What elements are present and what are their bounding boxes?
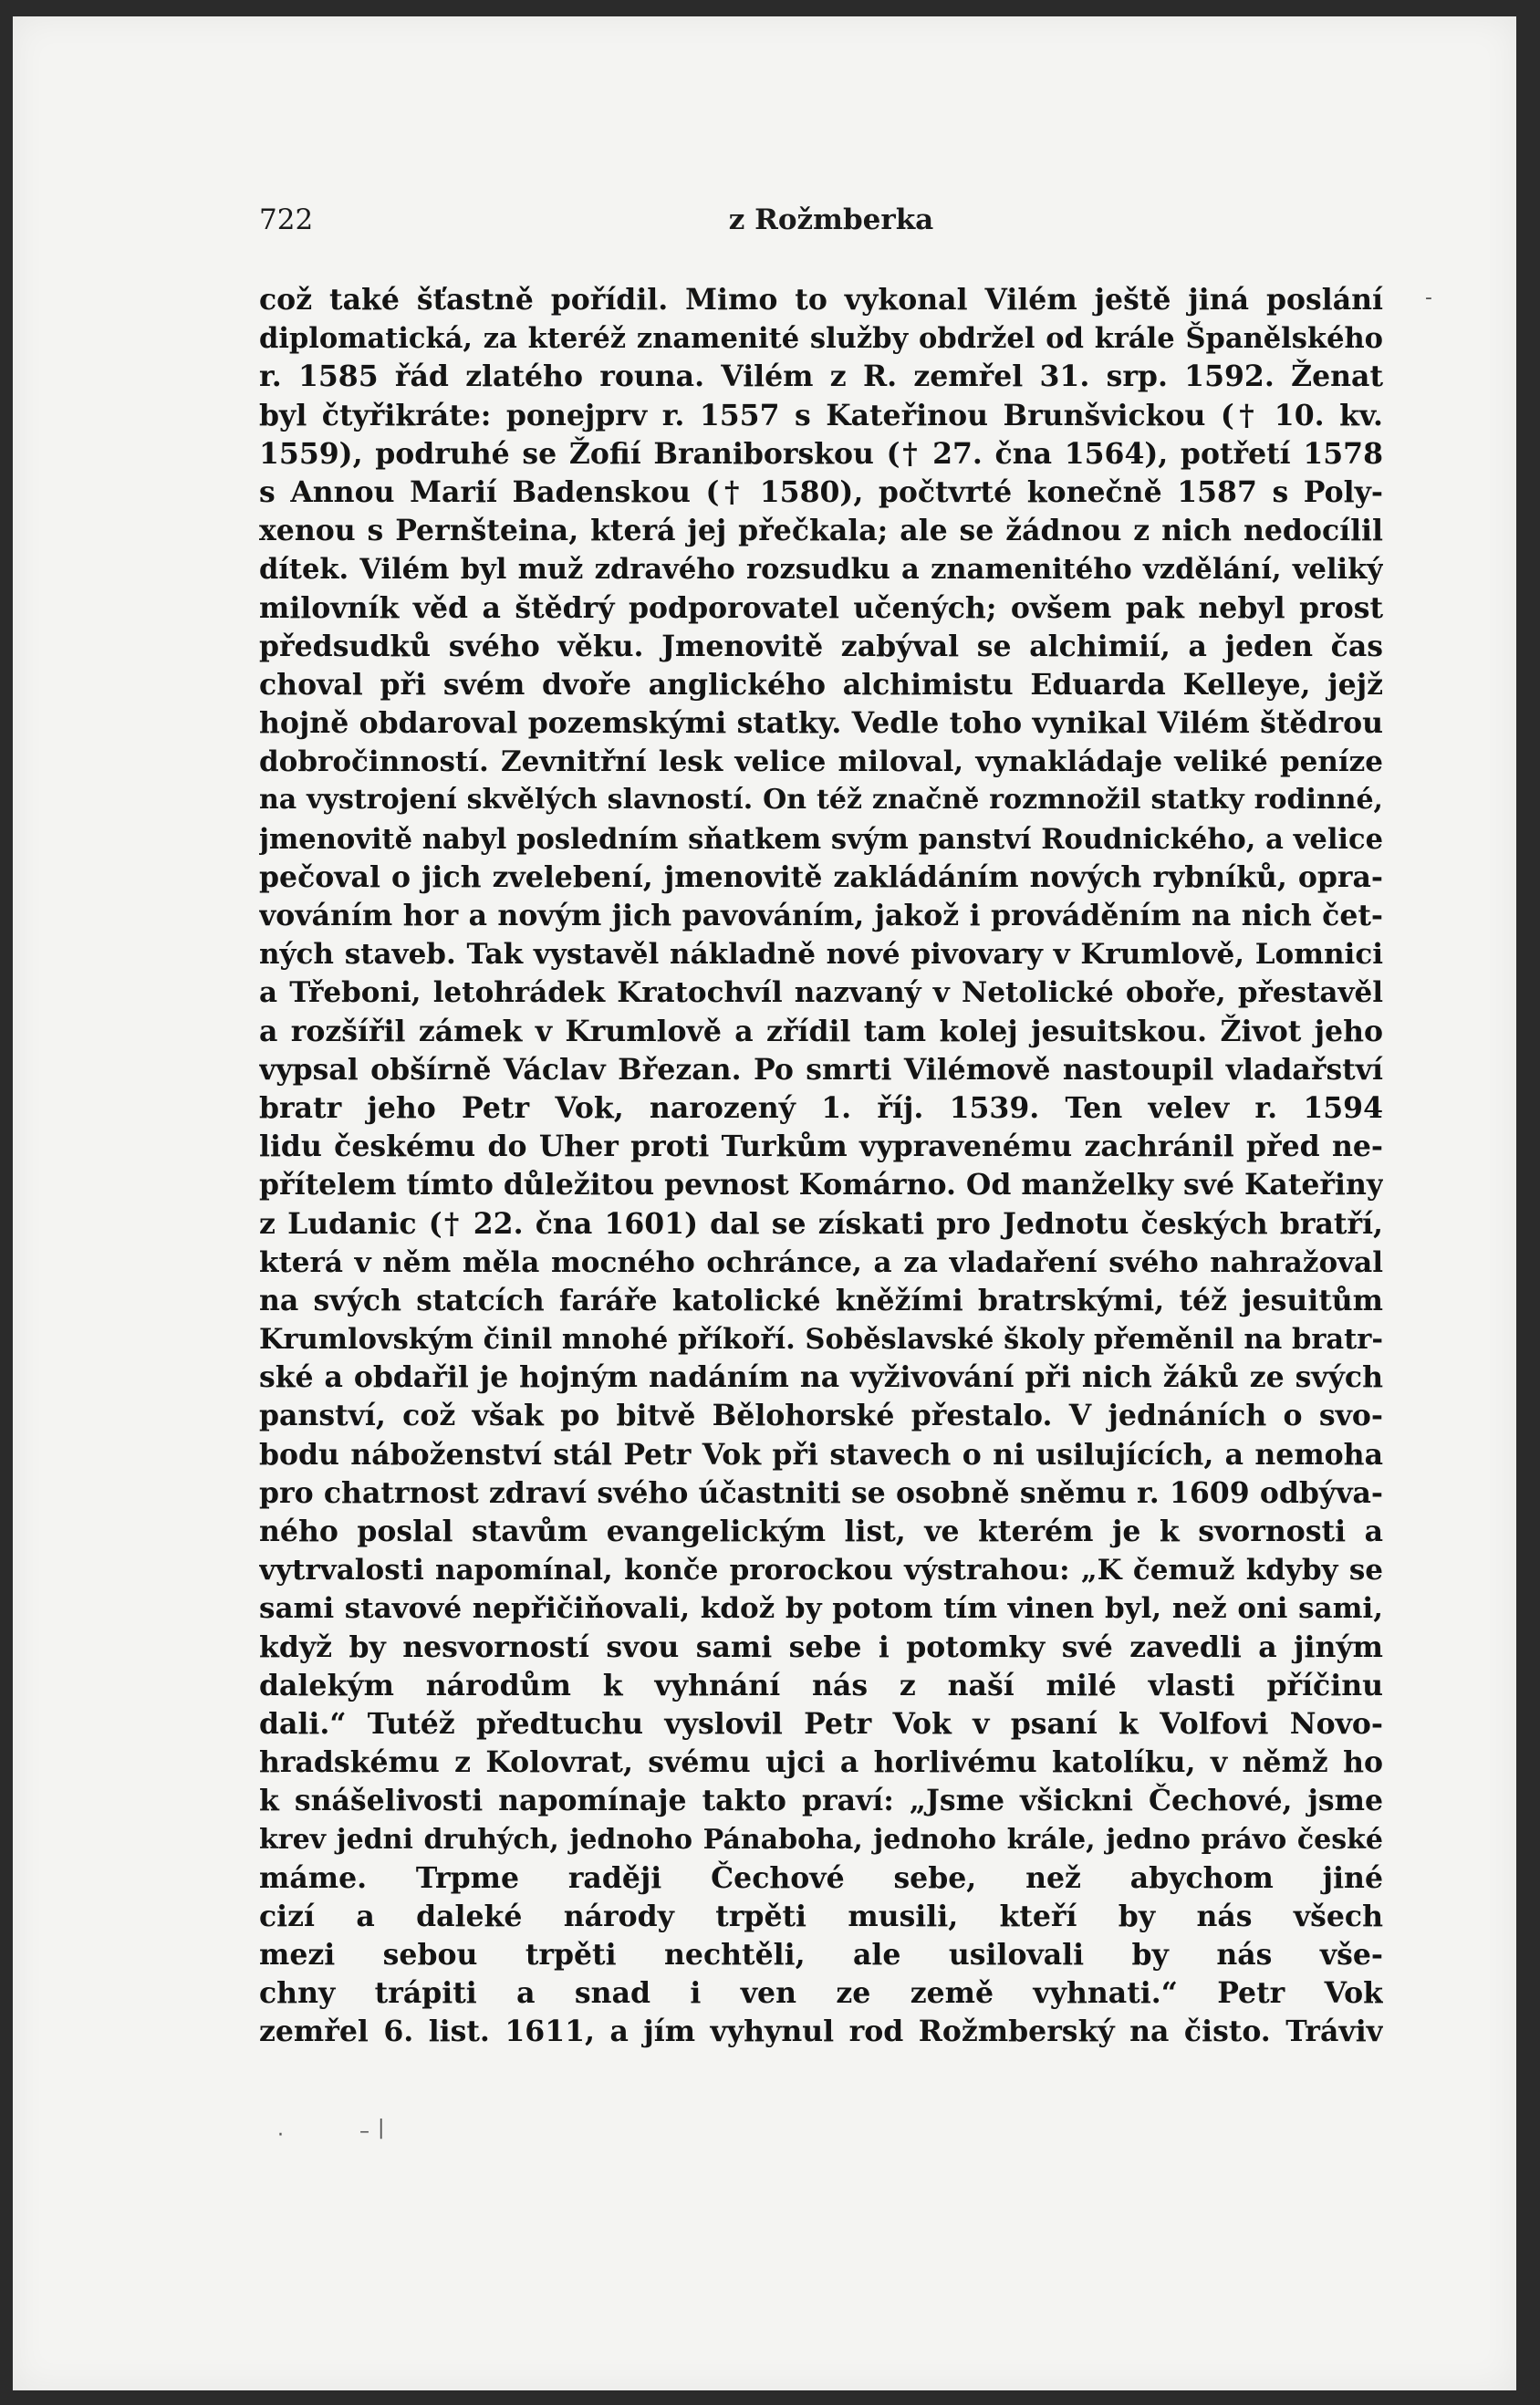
text-line: panství, což však po bitvě Bělohorské přestalo. V jednáních o svo- [259, 1399, 1383, 1433]
document-page [13, 16, 1516, 2390]
text-line: která v něm měla mocného ochránce, a za vladaření svého nahražoval [259, 1245, 1383, 1279]
text-line: hradskému z Kolovrat, svému ujci a horlivému katolíku, v němž ho [259, 1745, 1383, 1780]
text-line: cizí a daleké národy trpěti musili, kteří by nás všech [259, 1899, 1383, 1933]
text-line: chny trápiti a snad i ven ze země vyhnati.“ Petr Vok [259, 1976, 1383, 2011]
margin-speck-mark: – [359, 2120, 369, 2143]
text-line: dítek. Vilém byl muž zdravého rozsudku a znamenitého vzdělání, veliký [259, 553, 1383, 587]
text-line: lidu českému do Uher proti Turkům vypravenému zachránil před ne- [259, 1130, 1383, 1164]
text-line: mezi sebou trpěti nechtěli, ale usilovali by nás vše- [259, 1938, 1383, 1973]
text-line: a Třeboni, letohrádek Kratochvíl nazvaný v Netolické oboře, přestavěl [259, 976, 1383, 1010]
text-line: vytrvalosti napomínal, konče prorockou výstrahou: „K čemuž kdyby se [259, 1554, 1383, 1588]
text-line: vováním hor a novým jich pavováním, jakož i prováděním na nich čet- [259, 899, 1383, 932]
text-line: bodu náboženství stál Petr Vok při stavech o ni usilujících, a nemoha [259, 1437, 1383, 1472]
margin-dash-mark: - [1425, 286, 1432, 309]
text-line: přítelem tímto důležitou pevnost Komárno. Od manželky své Kateřiny [259, 1168, 1383, 1202]
margin-speck-mark: · [277, 2124, 284, 2147]
text-line: krev jedni druhých, jednoho Pánaboha, jednoho krále, jedno právo české [259, 1823, 1383, 1856]
text-line: dali.“ Tutéž předtuchu vyslovil Petr Vok v psaní k Volfovi Novo- [259, 1706, 1383, 1741]
page-number: 722 [259, 203, 314, 236]
text-line: ného poslal stavům evangelickým list, ve kterém je k svornosti a [259, 1515, 1383, 1548]
text-line: ské a obdařil je hojným nadáním na vyživování při nich žáků ze svých [259, 1360, 1383, 1395]
text-line: máme. Trpme raději Čechové sebe, než abychom jiné [259, 1860, 1383, 1895]
text-line: choval při svém dvoře anglického alchimistu Eduarda Kelleye, jejž [259, 667, 1383, 702]
text-line: vypsal obšírně Václav Březan. Po smrti Vilémově nastoupil vladařství [259, 1052, 1383, 1087]
text-line: 1559), podruhé se Žofií Braniborskou († 27. čna 1564), potřetí 1578 [259, 436, 1383, 471]
text-line: zemřel 6. list. 1611, a jím vyhynul rod Rožmberský na čisto. Tráviv [259, 2015, 1383, 2049]
text-line: sami stavové nepřičiňovali, kdož by potom tím vinen byl, než oni sami, [259, 1592, 1383, 1626]
margin-speck-mark: | [378, 2117, 385, 2140]
text-line: když by nesvorností svou sami sebe i potomky své zavedli a jiným [259, 1629, 1383, 1664]
text-line: dobročinností. Zevnitřní lesk velice miloval, vynakládaje veliké peníze [259, 745, 1383, 779]
text-line: pečoval o jich zvelebení, jmenovitě zakládáním nových rybníků, opra- [259, 859, 1383, 894]
text-line: na svých statcích faráře katolické kněžími bratrskými, též jesuitům [259, 1283, 1383, 1317]
text-line: z Ludanic († 22. čna 1601) dal se získati pro Jednotu českých bratří, [259, 1206, 1383, 1241]
text-line: bratr jeho Petr Vok, narozený 1. říj. 1539. Ten velev r. 1594 [259, 1090, 1383, 1125]
text-line: což také šťastně pořídil. Mimo to vykonal Vilém ještě jiná poslání [259, 283, 1383, 317]
text-line: předsudků svého věku. Jmenovitě zabýval se alchimií, a jeden čas [259, 629, 1383, 663]
text-line: byl čtyřikráte: ponejprv r. 1557 s Kateřinou Brunšvickou († 10. kv. [259, 398, 1383, 432]
text-line: a rozšířil zámek v Krumlově a zřídil tam kolej jesuitskou. Život jeho [259, 1014, 1383, 1048]
body-text [259, 281, 1383, 2052]
text-line: Krumlovským činil mnohé příkoří. Soběslavské školy přeměnil na bratr- [259, 1323, 1383, 1357]
text-line: milovník věd a štědrý podporovatel učených; ovšem pak nebyl prost [259, 590, 1383, 625]
text-line: s Annou Marií Badenskou († 1580), počtvrté konečně 1587 s Poly- [259, 474, 1383, 509]
text-line: dalekým národům k vyhnání nás z naší milé vlasti příčinu [259, 1668, 1383, 1702]
text-line: ných staveb. Tak vystavěl nákladně nové pivovary v Krumlově, Lomnici [259, 938, 1383, 972]
page-header [259, 203, 1403, 240]
text-line: xenou s Pernšteina, která jej přečkala; ale se žádnou z nich nedocílil [259, 514, 1383, 548]
running-head: z Rožmberka [728, 203, 934, 236]
text-line: jmenovitě nabyl posledním sňatkem svým panství Roudnického, a velice [259, 822, 1383, 856]
text-line: hojně obdaroval pozemskými statky. Vedle toho vynikal Vilém štědrou [259, 706, 1383, 741]
text-line: r. 1585 řád zlatého rouna. Vilém z R. zemřel 31. srp. 1592. Ženat [259, 359, 1383, 394]
text-line: diplomatická, za kteréž znamenité služby obdržel od krále Španělského [259, 322, 1383, 356]
text-line: k snášelivosti napomínaje takto praví: „Jsme všickni Čechové, jsme [259, 1784, 1383, 1818]
text-line: pro chatrnost zdraví svého účastniti se osobně sněmu r. 1609 odbýva- [259, 1475, 1383, 1510]
text-line: na vystrojení skvělých slavností. On též značně rozmnožil statky rodinné, [259, 784, 1383, 817]
